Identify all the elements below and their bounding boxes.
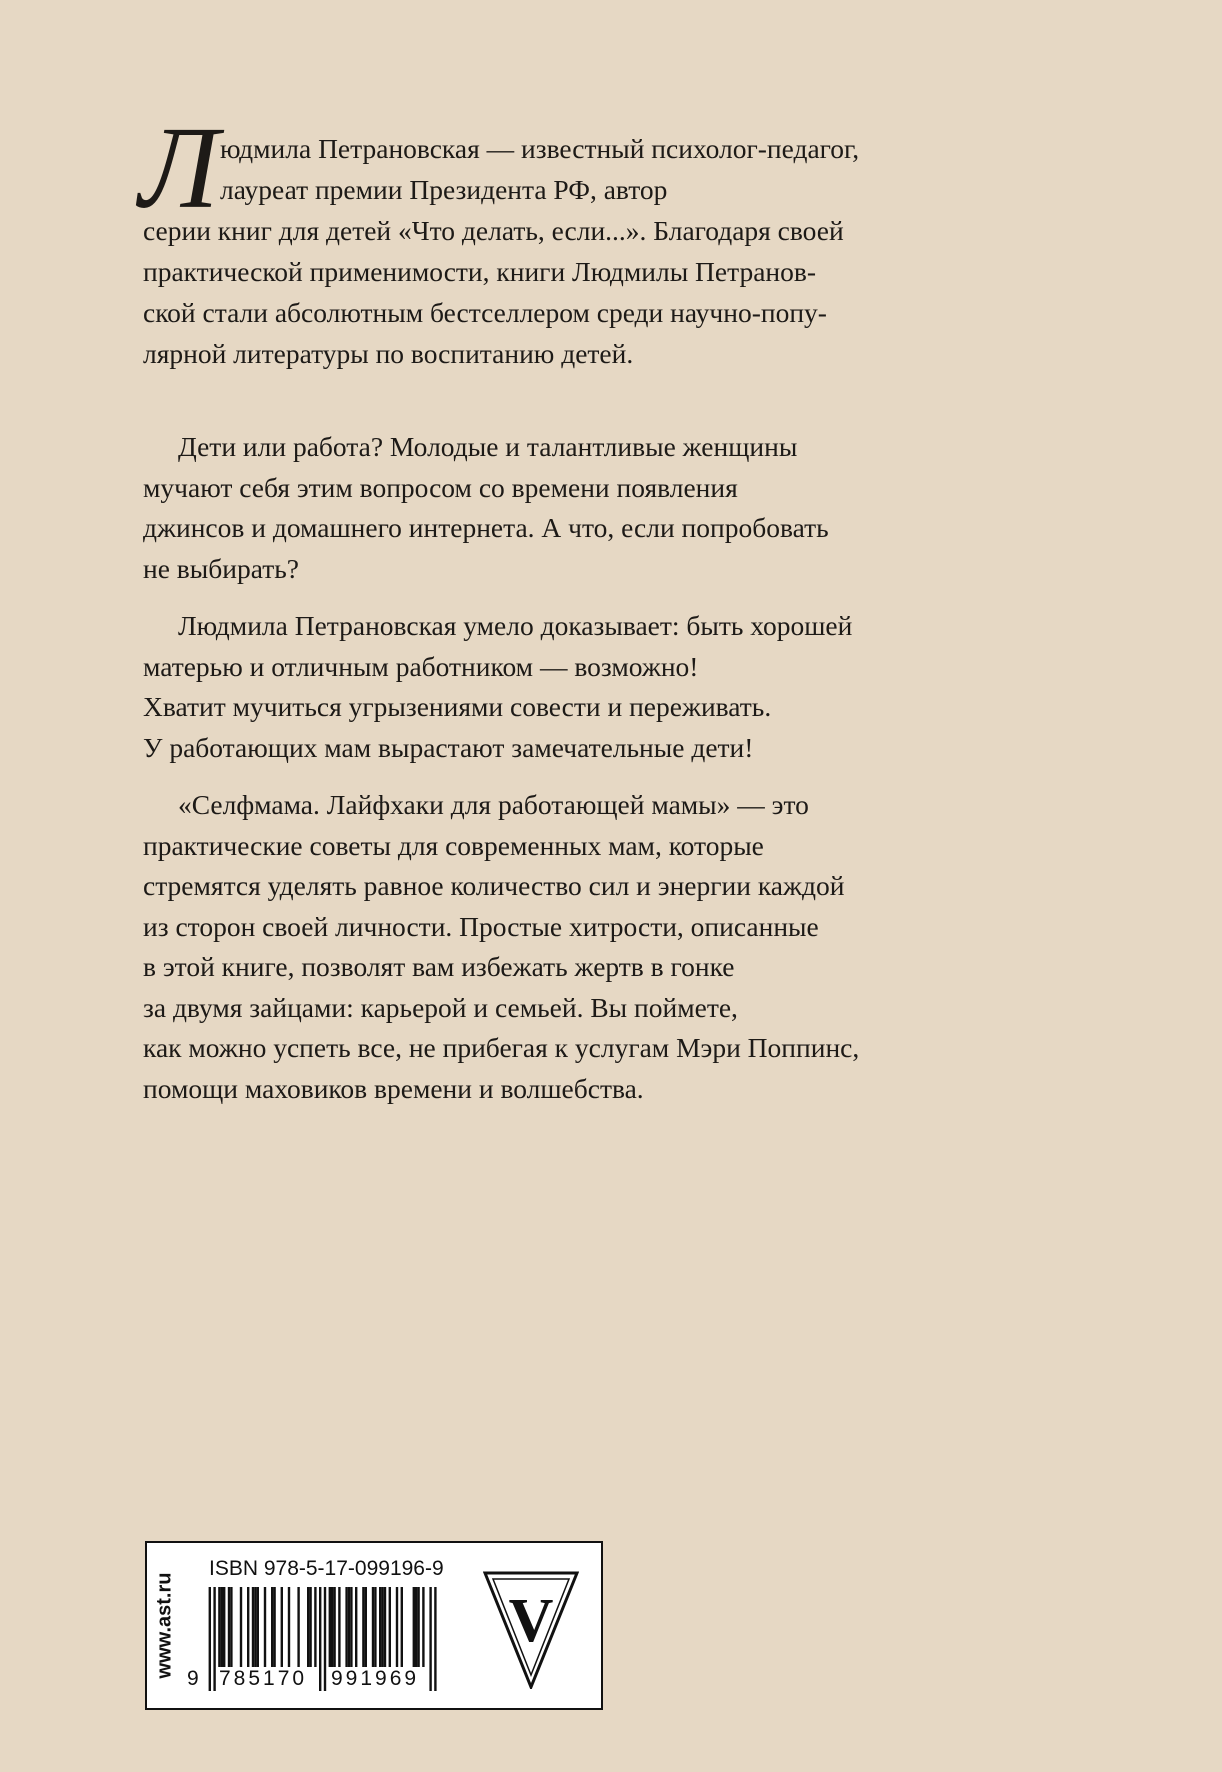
barcode-bar xyxy=(218,1587,220,1667)
annotation-line: в этой книге, позволят вам избежать жертв в гонке xyxy=(143,951,735,982)
bio-line: лауреат премии Президента РФ, автор xyxy=(220,174,668,205)
bio-line: серии книг для детей «Что делать, если...». Благодаря своей xyxy=(143,215,844,246)
barcode-bar xyxy=(331,1587,333,1667)
barcode-bar xyxy=(297,1587,299,1667)
barcode-bar xyxy=(333,1587,335,1667)
annotation-line: матерью и отличным работником — возможно! xyxy=(143,650,699,682)
annotation-line: У работающих мам вырастают замечательные дети! xyxy=(143,731,754,763)
barcode-first-digit: 9 xyxy=(187,1667,202,1690)
barcode-bar xyxy=(401,1587,403,1667)
isbn-label: ISBN 978-5-17-099196-9 xyxy=(209,1557,444,1580)
bio-line: практической применимости, книги Людмилы Петранов- xyxy=(143,256,817,287)
barcode-bar xyxy=(379,1587,381,1667)
annotation-paragraph xyxy=(143,785,943,1109)
barcode-bar xyxy=(374,1587,376,1667)
barcode-bar xyxy=(413,1587,415,1667)
barcode-bar xyxy=(273,1587,275,1667)
barcode-bar xyxy=(240,1587,242,1667)
barcode-bar xyxy=(247,1587,249,1667)
barcode-bar xyxy=(254,1587,256,1667)
barcode-bar xyxy=(345,1587,347,1667)
barcode-bar xyxy=(309,1587,311,1667)
annotation-paragraph xyxy=(143,427,943,589)
barcode-bar xyxy=(348,1587,350,1667)
barcode-bar xyxy=(384,1587,386,1667)
annotation-line: как можно успеть все, не прибегая к услугам Мэри Поппинс, xyxy=(143,1032,860,1063)
barcode-bar xyxy=(381,1587,383,1667)
svg-text:V: V xyxy=(508,1587,554,1655)
barcode-left-digits: 785170 xyxy=(219,1667,308,1690)
barcode-bar xyxy=(355,1587,357,1667)
annotation-line: Дети или работа? Молодые и талантливые женщины xyxy=(178,431,798,462)
annotation-line: Людмила Петрановская умело доказывает: быть хорошей xyxy=(178,610,853,641)
barcode-bar xyxy=(264,1587,266,1667)
barcode-bar xyxy=(415,1587,417,1667)
barcode-bar xyxy=(329,1587,331,1667)
barcode-bar xyxy=(338,1587,340,1667)
barcode-bar xyxy=(350,1587,352,1667)
barcode-bar xyxy=(324,1587,326,1691)
barcode-right-digits: 991969 xyxy=(331,1667,420,1690)
barcode-bar xyxy=(307,1587,309,1667)
annotation-line: Хватит мучиться угрызениями совести и переживать. xyxy=(143,691,772,722)
v-triangle-logo-icon xyxy=(483,1571,579,1689)
barcode-bar xyxy=(230,1587,232,1667)
barcode-bar xyxy=(365,1587,367,1667)
barcode-bar xyxy=(228,1587,230,1667)
annotation-line: мучают себя этим вопросом со времени появления xyxy=(143,471,738,503)
author-bio xyxy=(139,102,933,374)
barcode-bar xyxy=(314,1587,316,1667)
bio-line: ской стали абсолютным бестселлером среди научно-попу- xyxy=(143,297,827,328)
barcode-bar xyxy=(271,1587,273,1667)
barcode-bar xyxy=(372,1587,374,1667)
barcode-bar xyxy=(396,1587,398,1667)
barcode-bar xyxy=(422,1587,424,1667)
annotation-line: из сторон своей личности. Простые хитрости, описанные xyxy=(143,910,819,942)
barcode-bar xyxy=(319,1587,321,1691)
barcode-bar xyxy=(223,1587,225,1667)
isbn-barcode-box xyxy=(145,1541,603,1710)
annotation-line: за двумя зайцами: карьерой и семьей. Вы поймете, xyxy=(143,991,738,1023)
barcode-bar xyxy=(288,1587,290,1667)
barcode-bar xyxy=(281,1587,283,1667)
annotation-paragraph xyxy=(143,606,943,768)
barcode-bar xyxy=(213,1587,215,1691)
bio-line: юдмила Петрановская — известный психолог-педагог, xyxy=(220,133,860,164)
annotation-line: джинсов и домашнего интернета. А что, если попробовать xyxy=(143,512,829,543)
annotation-line: помощи маховиков времени и волшебства. xyxy=(143,1072,644,1104)
annotation-line: не выбирать? xyxy=(143,552,299,584)
publisher-website: www.ast.ru xyxy=(153,1572,176,1679)
barcode-bar xyxy=(434,1587,436,1691)
barcode-bar xyxy=(252,1587,254,1667)
drop-cap: Л xyxy=(139,102,219,233)
barcode-bar xyxy=(362,1587,364,1667)
barcode-bar xyxy=(257,1587,259,1667)
barcode-bar xyxy=(389,1587,391,1667)
book-annotation xyxy=(143,427,943,1126)
annotation-line: «Селфмама. Лайфхаки для работающей мамы» — это xyxy=(178,789,809,820)
barcode-bar xyxy=(417,1587,419,1667)
barcode-bar xyxy=(209,1587,211,1691)
barcode-bar xyxy=(429,1587,431,1691)
bio-line: лярной литературы по воспитанию детей. xyxy=(143,338,634,369)
annotation-line: практические советы для современных мам, которые xyxy=(143,829,764,861)
annotation-line: стремятся уделять равное количество сил и энергии каждой xyxy=(143,870,845,901)
barcode-bar xyxy=(221,1587,223,1667)
